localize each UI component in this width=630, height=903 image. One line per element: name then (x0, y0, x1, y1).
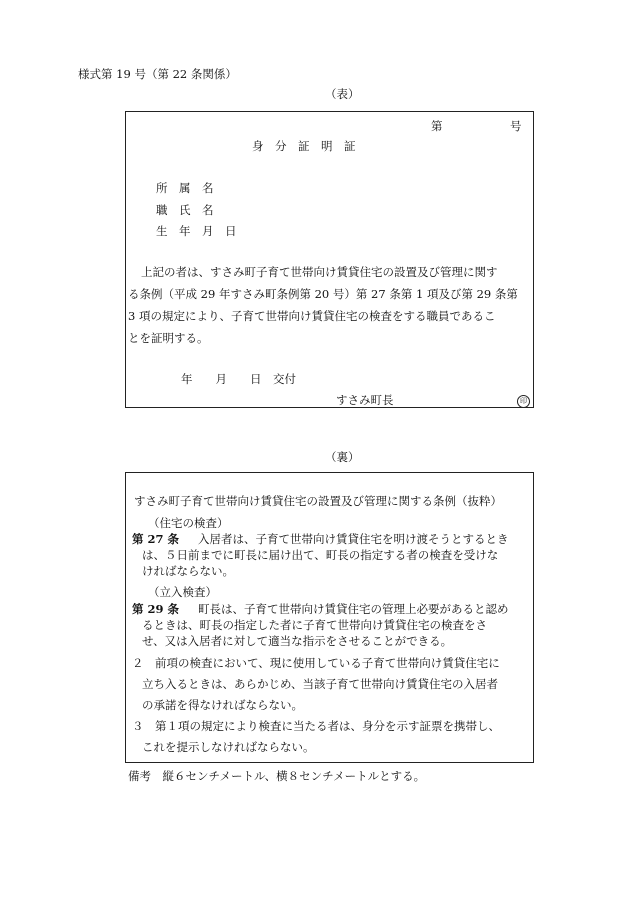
body-line-3: 3 項の規定により、子育て世帯向け賃貸住宅の検査をする職員であるこ (128, 309, 496, 323)
field-birthdate: 生 年 月 日 (156, 224, 237, 238)
article-29-number: 第 29 条 (132, 602, 180, 616)
remark-note: 備考 縦６センチメートル、横８センチメートルとする。 (128, 769, 426, 783)
paragraph-2-line-1: ２ 前項の検査において、現に使用している子育て世帯向け賃貸住宅に (132, 656, 500, 670)
card-title: 身 分 証 明 証 (252, 139, 356, 153)
article-27-caption: （住宅の検査） (148, 516, 229, 530)
article-29-line-3: せ、又は入居者に対して適当な指示をさせることができる。 (142, 634, 453, 648)
front-side-label: （表） (325, 87, 360, 101)
back-side-label: （裏） (325, 450, 360, 464)
ordinance-heading: すさみ町子育て世帯向け賃貸住宅の設置及び管理に関する条例（抜粋） (134, 494, 502, 508)
number-go: 号 (510, 119, 522, 133)
field-affiliation: 所 属 名 (156, 181, 214, 195)
article-29-line-2: るときは、町長の指定した者に子育て世帯向け賃貸住宅の検査をさ (142, 618, 487, 632)
article-27-line-2: は、５日前までに町長に届け出て、町長の指定する者の検査を受けな (142, 548, 499, 562)
paragraph-2-line-2: 立ち入るときは、あらかじめ、当該子育て世帯向け賃貸住宅の入居者 (142, 677, 499, 691)
article-29-caption: （立入検査） (148, 585, 217, 599)
issuer-name: すさみ町長 (336, 393, 394, 407)
article-27-line-1: 入居者は、子育て世帯向け賃貸住宅を明け渡そうとするとき (198, 532, 509, 546)
article-29-line-1: 町長は、子育て世帯向け賃貸住宅の管理上必要があると認め (198, 602, 509, 616)
article-27-line-3: ければならない。 (142, 564, 234, 578)
body-line-4: とを証明する。 (128, 331, 209, 345)
seal-mark (517, 392, 530, 408)
number-dai: 第 (431, 119, 443, 133)
form-number: 様式第 19 号（第 22 条関係） (78, 67, 237, 81)
paragraph-2-line-3: の承諾を得なければならない。 (142, 698, 303, 712)
paragraph-3-line-2: これを提示しなければならない。 (142, 740, 315, 754)
seal-icon: 印 (517, 395, 530, 408)
field-position-name: 職 氏 名 (156, 203, 214, 217)
id-card-back (125, 472, 534, 763)
id-card-front (125, 111, 534, 408)
issue-date: 年 月 日 交付 (181, 372, 296, 386)
body-line-2: る条例（平成 29 年すさみ町条例第 20 号）第 27 条第 1 項及び第 29 条第 (128, 287, 518, 301)
paragraph-3-line-1: ３ 第１項の規定により検査に当たる者は、身分を示す証票を携帯し、 (132, 719, 500, 733)
body-line-1: 上記の者は、すさみ町子育て世帯向け賃貸住宅の設置及び管理に関す (141, 265, 498, 279)
article-27-number: 第 27 条 (132, 532, 180, 546)
